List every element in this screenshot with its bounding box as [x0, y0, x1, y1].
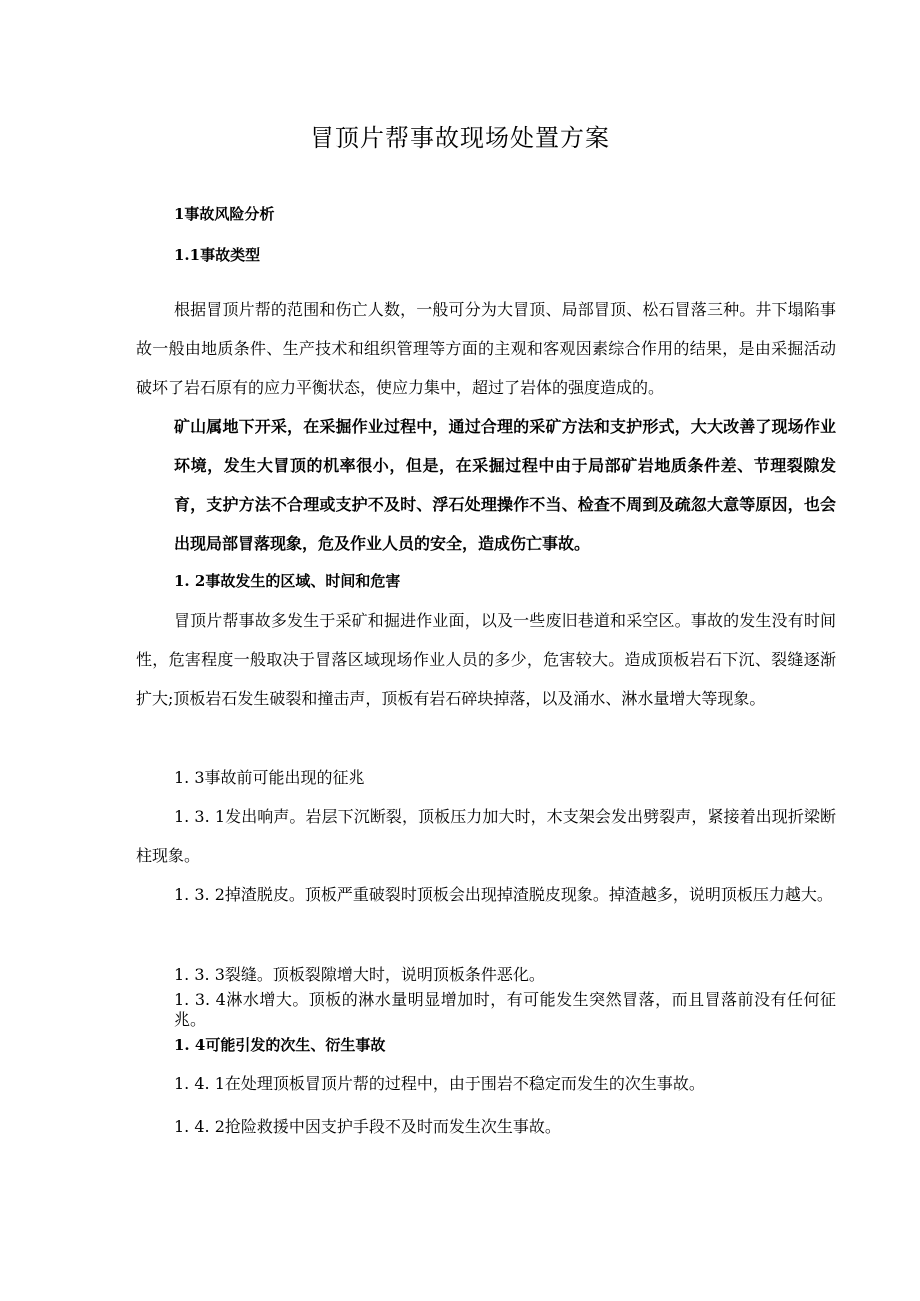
section-heading-1-4: 1. 4可能引发的次生、衍生事故 — [174, 1036, 386, 1054]
paragraph-secondary-1-4-1: 1. 4. 1在处理顶板冒顶片帮的过程中，由于围岩不稳定而发生的次生事故。 — [174, 1074, 705, 1093]
document-title: 冒顶片帮事故现场处置方案 — [310, 124, 610, 152]
paragraph-accident-types: 根据冒顶片帮的范围和伤亡人数，一般可分为大冒顶、局部冒顶、松石冒落三种。井下塌陷事故一般由地质条件、生产技术和组织管理等方面的主观和客观因素综合作用的结果，是由采掘活动破坏了岩石原有的应力平衡状态，使应力集中，超过了岩体的强度造成的。 — [136, 300, 836, 397]
section-heading-1-2: 1. 2事故发生的区域、时间和危害 — [174, 572, 401, 590]
section-heading-1-1: 1.1事故类型 — [174, 246, 261, 264]
paragraph-area-time-hazard: 冒顶片帮事故多发生于采矿和掘进作业面，以及一些废旧巷道和采空区。事故的发生没有时间性，危害程度一般取决于冒落区域现场作业人员的多少，危害较大。造成顶板岩石下沉、裂缝逐渐扩大;顶板岩石发生破裂和撞击声，顶板有岩石碎块掉落，以及涌水、淋水量增大等现象。 — [136, 611, 836, 708]
paragraph-sign-1-3-1: 1. 3. 1发出响声。岩层下沉断裂，顶板压力加大时，木支架会发出劈裂声，紧接着出现折梁断柱现象。 — [136, 807, 836, 865]
section-heading-1-3: 1. 3事故前可能出现的征兆 — [174, 768, 365, 787]
paragraph-sign-1-3-3: 1. 3. 3裂缝。顶板裂隙增大时，说明顶板条件恶化。 — [174, 965, 545, 984]
paragraph-mining-conditions: 矿山属地下开采，在采掘作业过程中，通过合理的采矿方法和支护形式，大大改善了现场作业环境，发生大冒顶的机率很小，但是，在采掘过程中由于局部矿岩地质条件差、节理裂隙发育，支护方法不合理或支护不及时、浮石处理操作不当、检查不周到及疏忽大意等原因，也会出现局部冒落现象，危及作业人员的安全，造成伤亡事故。 — [174, 417, 836, 553]
section-heading-1: 1事故风险分析 — [174, 205, 275, 223]
paragraph-sign-1-3-4: 1. 3. 4淋水增大。顶板的淋水量明显增加时，有可能发生突然冒落，而且冒落前没有任何征兆。 — [174, 990, 836, 1029]
paragraph-sign-1-3-2: 1. 3. 2掉渣脱皮。顶板严重破裂时顶板会出现掉渣脱皮现象。掉渣越多，说明顶板压力越大。 — [174, 885, 833, 904]
paragraph-secondary-1-4-2: 1. 4. 2抢险救援中因支护手段不及时而发生次生事故。 — [174, 1117, 561, 1136]
